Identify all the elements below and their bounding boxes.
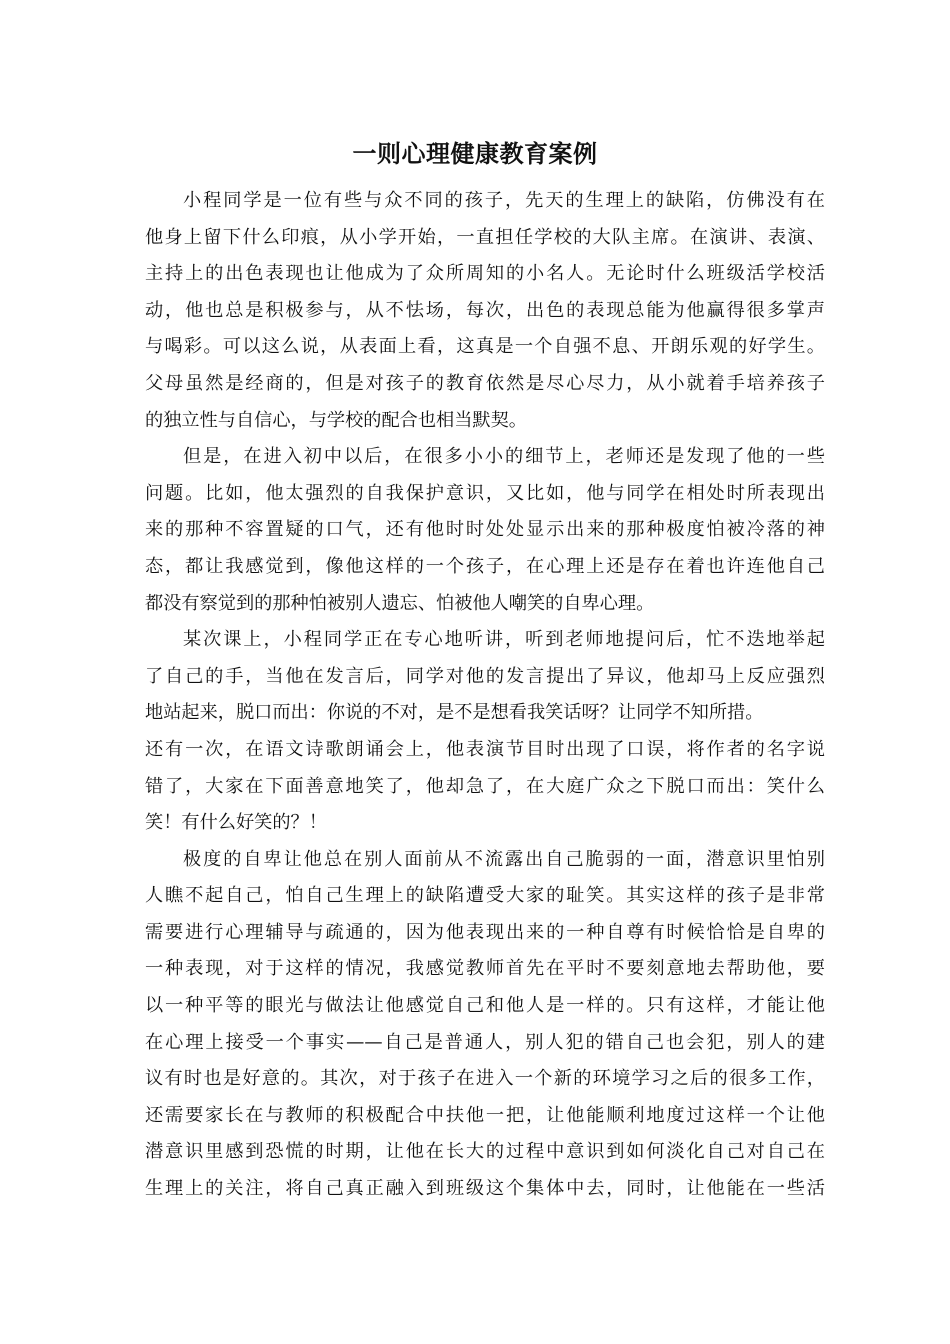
text-line: 还有一次，在语文诗歌朗诵会上，他表演节目时出现了口误，将作者的名字说 xyxy=(145,738,825,760)
document-title: 一则心理健康教育案例 xyxy=(352,140,598,168)
text-line: 地站起来，脱口而出：你说的不对，是不是想看我笑话呀？让同学不知所措。 xyxy=(145,702,764,724)
text-line: 以一种平等的眼光与做法让他感觉自己和他人是一样的。只有这样，才能让他 xyxy=(145,995,825,1017)
text-line: 父母虽然是经商的，但是对孩子的教育依然是尽心尽力，从小就着手培养孩子 xyxy=(145,372,825,394)
text-line: 态，都让我感觉到，像他这样的一个孩子，在心理上还是存在着也许连他自己 xyxy=(145,555,825,577)
text-line: 错了，大家在下面善意地笑了，他却急了，在大庭广众之下脱口而出：笑什么 xyxy=(145,775,825,797)
text-line: 主持上的出色表现也让他成为了众所周知的小名人。无论时什么班级活学校活 xyxy=(145,263,825,285)
text-line: 动，他也总是积极参与，从不怯场，每次，出色的表现总能为他赢得很多掌声 xyxy=(145,299,825,321)
text-line: 都没有察觉到的那种怕被别人遗忘、怕被他人嘲笑的自卑心理。 xyxy=(145,592,655,614)
text-line: 人瞧不起自己，怕自己生理上的缺陷遭受大家的耻笑。其实这样的孩子是非常 xyxy=(145,885,825,907)
text-line: 与喝彩。可以这么说，从表面上看，这真是一个自强不息、开朗乐观的好学生。 xyxy=(145,336,825,358)
text-line: 需要进行心理辅导与疏通的，因为他表现出来的一种自尊有时候恰恰是自卑的 xyxy=(145,921,825,943)
text-line: 在心理上接受一个事实——自己是普通人，别人犯的错自己也会犯，别人的建 xyxy=(145,1031,825,1053)
text-line: 了自己的手，当他在发言后，同学对他的发言提出了异议，他却马上反应强烈 xyxy=(145,665,825,687)
text-line: 他身上留下什么印痕，从小学开始，一直担任学校的大队主席。在演讲、表演、 xyxy=(145,226,825,248)
text-line: 生理上的关注，将自己真正融入到班级这个集体中去，同时，让他能在一些活 xyxy=(145,1178,825,1200)
text-line: 笑！有什么好笑的？！ xyxy=(145,812,327,834)
text-line: 潜意识里感到恐慌的时期，让他在长大的过程中意识到如何淡化自己对自己在 xyxy=(145,1141,825,1163)
text-line: 但是，在进入初中以后，在很多小小的细节上，老师还是发现了他的一些 xyxy=(183,446,825,468)
text-line: 一种表现，对于这样的情况，我感觉教师首先在平时不要刻意地去帮助他，要 xyxy=(145,958,825,980)
text-line: 的独立性与自信心，与学校的配合也相当默契。 xyxy=(145,409,527,431)
text-line: 还需要家长在与教师的积极配合中扶他一把，让他能顺利地度过这样一个让他 xyxy=(145,1104,825,1126)
text-line: 来的那种不容置疑的口气，还有他时时处处显示出来的那种极度怕被冷落的神 xyxy=(145,519,825,541)
text-line: 问题。比如，他太强烈的自我保护意识，又比如，他与同学在相处时所表现出 xyxy=(145,482,825,504)
document-body xyxy=(145,183,825,1208)
text-line: 极度的自卑让他总在别人面前从不流露出自己脆弱的一面，潜意识里怕别 xyxy=(183,848,825,870)
text-line: 议有时也是好意的。其次，对于孩子在进入一个新的环境学习之后的很多工作， xyxy=(145,1068,825,1090)
text-line: 某次课上，小程同学正在专心地听讲，听到老师地提问后，忙不迭地举起 xyxy=(183,629,825,651)
text-line: 小程同学是一位有些与众不同的孩子，先天的生理上的缺陷，仿佛没有在 xyxy=(183,190,825,211)
